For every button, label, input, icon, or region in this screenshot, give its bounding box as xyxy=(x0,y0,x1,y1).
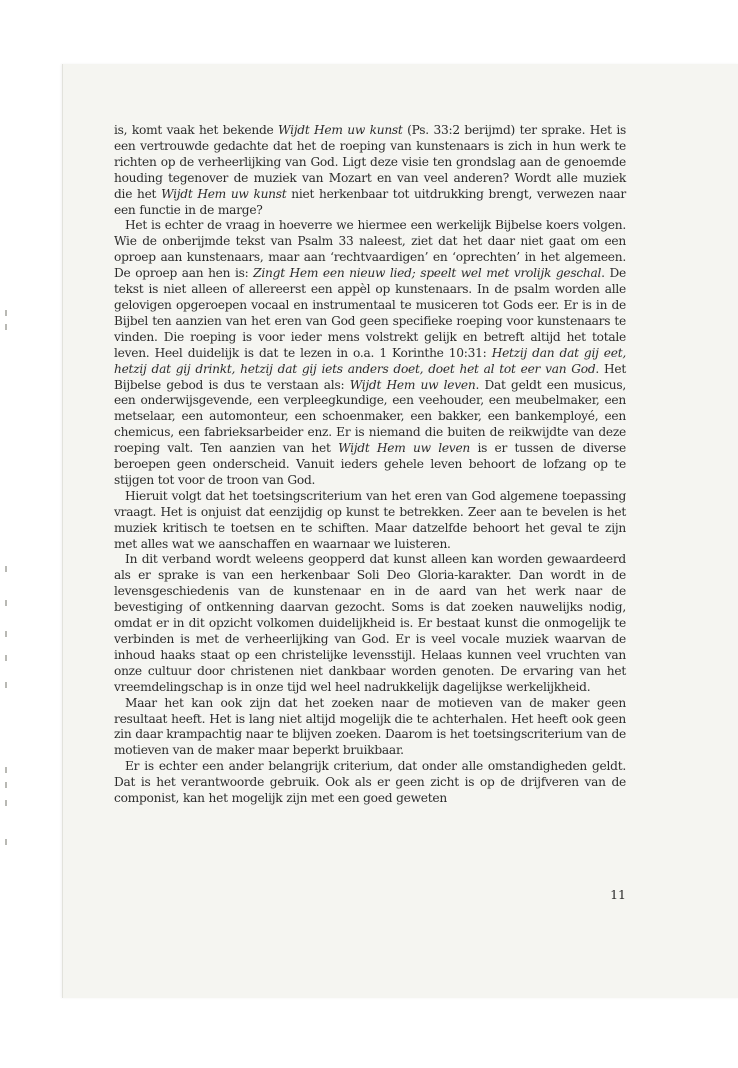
italic-quote: Hetzij dan dat gij eet, hetzij dat gij drinkt, hetzij dat gij iets anders doet, doet het al tot eer van God xyxy=(114,345,626,376)
italic-quote: Wijdt Hem uw leven xyxy=(338,441,471,456)
text-run: niet herkenbaar tot uitdrukking brengt, verwezen naar een functie in de marge? xyxy=(114,186,627,217)
paragraph xyxy=(114,489,626,553)
text-run: Maar het kan ook zijn dat het zoeken naar de motieven van de maker geen resultaat heeft. Het is lang niet altijd mogelijk die te achterhalen. Het heeft ook geen zin daar krampachtig naar te blijven zoeken. Daarom is het toetsingscriterium van de motieven van de maker maar beperkt bruikbaar. xyxy=(114,695,626,758)
paragraph xyxy=(114,759,626,807)
text-run: (Ps. 33:2 berijmd) ter sprake. Het is een vertrouwde gedachte dat het de roeping van kunstenaars is zich in hun werk te richten op de verheerlijking van God. Ligt deze visie ten grondslag aan de genoemde houding tegenover de muziek van Mozart en van veel anderen? Wordt alle muziek die het xyxy=(114,123,627,201)
text-run: Hieruit volgt dat het toetsingscriterium van het eren van God algemene toepassing vraagt. Het is onjuist dat eenzijdig op kunst te betrekken. Zeer aan te bevelen is het muziek kritisch te toetsen en te schiften. Maar datzelfde behoort het geval te zijn met alles wat we aanschaffen en waarnaar we luisteren. xyxy=(114,488,626,551)
italic-quote: Zingt Hem een nieuw lied; speelt wel met vrolijk geschal xyxy=(253,266,602,281)
body-text xyxy=(114,123,626,807)
text-run: . De tekst is niet alleen of allereerst een appèl op kunstenaars. In de psalm worden alle gelovigen opgeroepen vocaal en instrumentaal te musiceren tot Gods eer. Er is in de Bijbel ten aanzien van het eren van God geen specifieke roeping voor kunstenaars te vinden. Die roeping is voor ieder mens volstrekt gelijk en betreft altijd het totale leven. Heel duidelijk is dat te lezen in o.a. 1 Korinthe 10:31: xyxy=(114,266,626,360)
paragraph xyxy=(114,218,626,488)
page-number: 11 xyxy=(610,887,626,902)
paragraph xyxy=(114,696,626,760)
text-run: Het is echter de vraag in hoeverre we hiermee een werkelijk Bijbelse koers volgen. Wie de onberijmde tekst van Psalm 33 naleest, ziet dat het daar niet gaat om een oproep aan kunstenaars, maar aan ‘rechtvaardigen’ en ‘oprechten’ in het algemeen. De oproep aan hen is: xyxy=(114,218,626,281)
text-run: is, komt vaak het bekende xyxy=(114,123,279,137)
text-run: . Het Bijbelse gebod is dus te verstaan als: xyxy=(114,361,626,392)
italic-quote: Wijdt Hem uw leven xyxy=(349,377,476,392)
text-run: . Dat geldt een musicus, een onderwijsgevende, een verpleegkundige, een veehouder, een meubelmaker, een metselaar, een automonteur, een schoenmaker, een bakker, een bankemployé, een chemicus, een fabrieksarbeider enz. Er is niemand die buiten de reikwijdte van deze roeping valt. Ten aanzien van het xyxy=(114,377,626,456)
text-run: Er is echter een ander belangrijk criterium, dat onder alle omstandigheden geldt. Dat is het verantwoorde gebruik. Ook als er geen zicht is op de drijfveren van de componist, kan het mogelijk zijn met een goed geweten xyxy=(114,759,626,806)
italic-quote: Wijdt Hem uw kunst xyxy=(278,123,403,137)
paragraph xyxy=(114,123,626,218)
paragraph xyxy=(114,552,626,695)
italic-quote: Wijdt Hem uw kunst xyxy=(161,186,287,201)
text-run: In dit verband wordt weleens geopperd dat kunst alleen kan worden gewaardeerd als er sprake is van een herkenbaar Soli Deo Gloria-karakter. Dan wordt in de levensgeschiedenis van de kunstenaar en in de aard van het werk naar de bevestiging of ontkenning daarvan gezocht. Soms is dat zoeken nauwelijks nodig, omdat er in dit opzicht volkomen duidelijkheid is. Er bestaat kunst die onmogelijk te verbinden is met de verheerlijking van God. Er is veel vocale muziek waarvan de inhoud haaks staat op een christelijke levensstijl. Helaas kunnen veel vruchten van onze cultuur door christenen niet dankbaar worden genoten. De ervaring van het vreemdelingschap is in onze tijd wel heel nadrukkelijk dagelijkse werkelijkheid. xyxy=(114,552,626,694)
text-run: is er tussen de diverse beroepen geen onderscheid. Vanuit ieders gehele leven behoort de lofzang op te stijgen tot voor de troon van God. xyxy=(114,441,626,487)
gutter-marks xyxy=(0,0,20,1068)
